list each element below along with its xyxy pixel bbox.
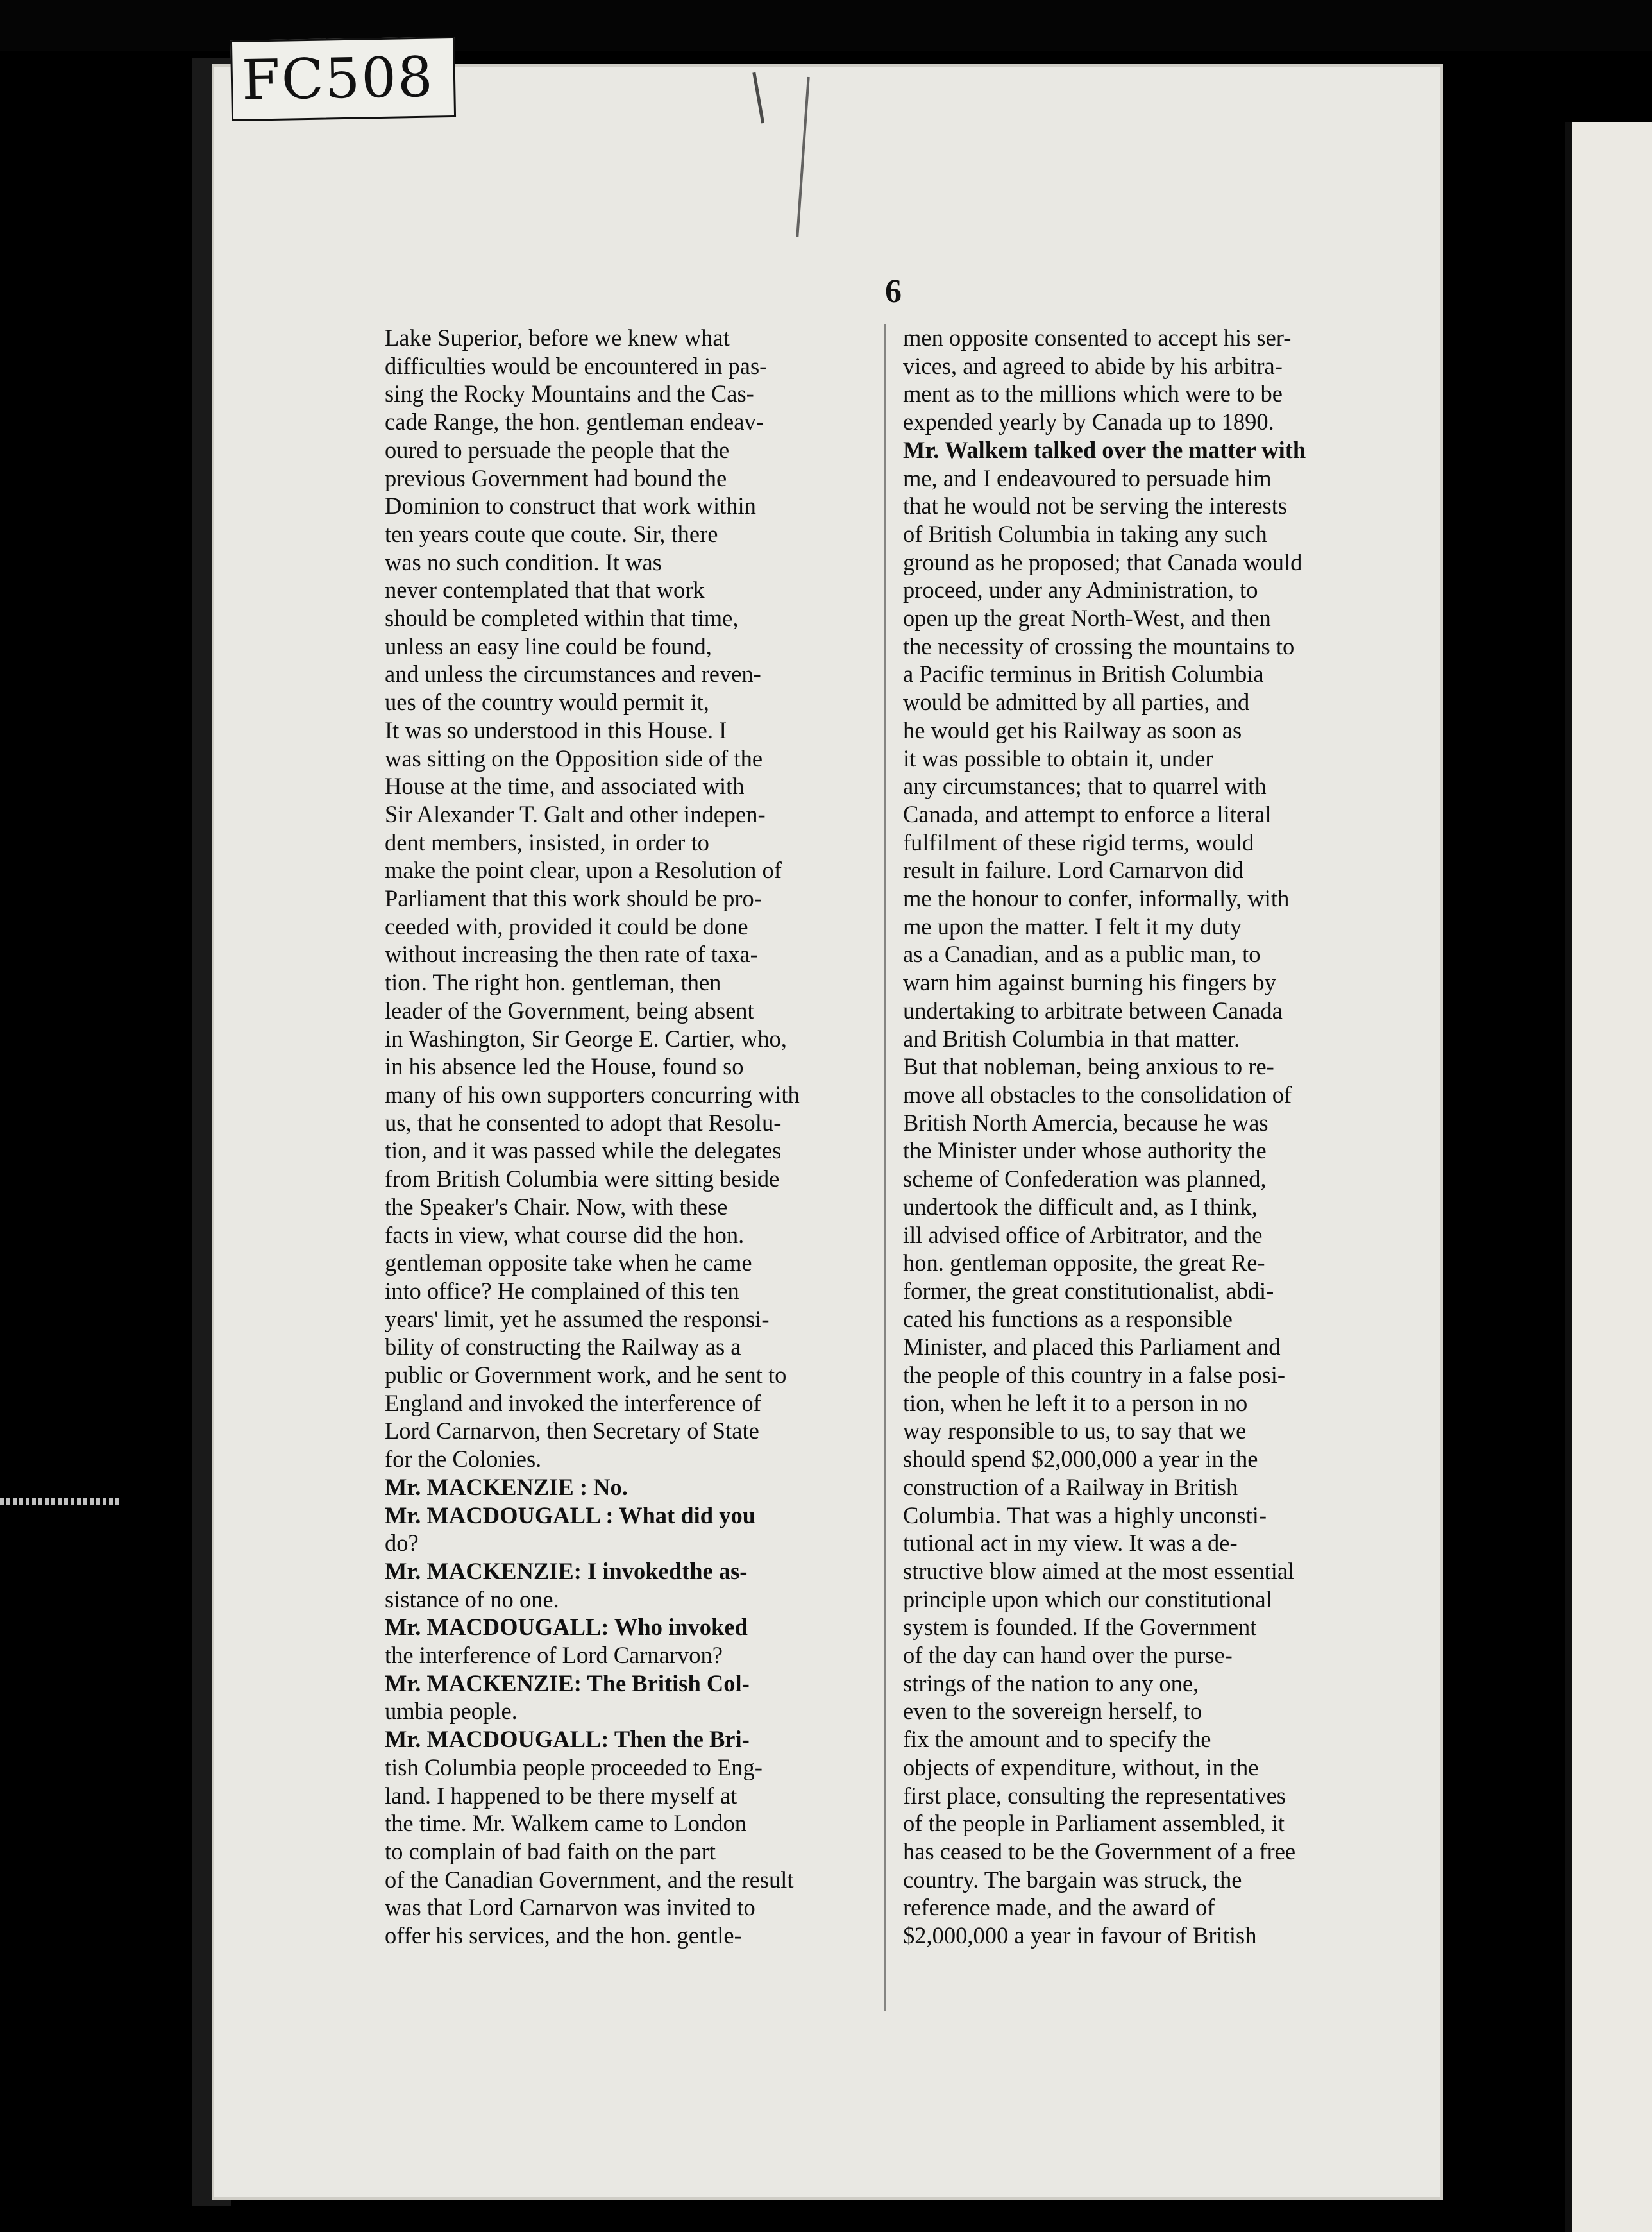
text-line: sing the Rocky Mountains and the Cas- xyxy=(385,380,754,407)
adjacent-page-edge xyxy=(1565,122,1652,2232)
text-line: leader of the Government, being absent xyxy=(385,997,754,1024)
text-line: offer his services, and the hon. gentle- xyxy=(385,1922,742,1949)
text-line: strings of the nation to any one, xyxy=(903,1670,1199,1696)
text-line: gentleman opposite take when he came xyxy=(385,1249,752,1276)
text-line: bility of constructing the Railway as a xyxy=(385,1333,741,1360)
text-line: cated his functions as a responsible xyxy=(903,1305,1233,1332)
text-line: But that nobleman, being anxious to re- xyxy=(903,1053,1274,1080)
text-line: ues of the country would permit it, xyxy=(385,689,709,716)
text-line: from British Columbia were sitting beside xyxy=(385,1165,780,1192)
text-line: he would get his Railway as soon as xyxy=(903,716,1242,743)
text-line: was no such condition. It was xyxy=(385,548,662,575)
text-line: facts in view, what course did the hon. xyxy=(385,1221,745,1248)
text-line: Sir Alexander T. Galt and other indepen- xyxy=(385,800,766,827)
text-line: Mr. MACDOUGALL : What did you xyxy=(385,1501,755,1528)
text-line: was sitting on the Opposition side of the xyxy=(385,745,763,772)
text-line: the necessity of crossing the mountains to xyxy=(903,632,1295,659)
text-line: of the day can hand over the purse- xyxy=(903,1642,1233,1669)
text-column-left xyxy=(385,324,859,1950)
text-line: undertaking to arbitrate between Canada xyxy=(903,997,1283,1024)
text-line: any circumstances; that to quarrel with xyxy=(903,773,1267,800)
text-line: to complain of bad faith on the part xyxy=(385,1838,716,1864)
text-line: former, the great constitutionalist, abdi- xyxy=(903,1277,1274,1304)
text-line: $2,000,000 a year in favour of British xyxy=(903,1922,1257,1949)
text-line: Lord Carnarvon, then Secretary of State xyxy=(385,1417,759,1444)
text-line: the people of this country in a false posi- xyxy=(903,1362,1286,1389)
text-line: a Pacific terminus in British Columbia xyxy=(903,661,1264,688)
text-line: Dominion to construct that work within xyxy=(385,493,756,520)
text-line: Mr. MACDOUGALL: Who invoked xyxy=(385,1614,748,1641)
text-line: fulfilment of these rigid terms, would xyxy=(903,829,1254,856)
text-line: difficulties would be encountered in pas- xyxy=(385,352,768,379)
text-line: the Speaker's Chair. Now, with these xyxy=(385,1193,728,1220)
text-line: Parliament that this work should be pro- xyxy=(385,885,762,912)
text-line: ten years coute que coute. Sir, there xyxy=(385,520,718,547)
text-line: undertook the difficult and, as I think, xyxy=(903,1193,1258,1220)
text-line: land. I happened to be there myself at xyxy=(385,1782,738,1809)
column-divider xyxy=(884,324,886,2011)
text-line: ment as to the millions which were to be xyxy=(903,380,1283,407)
text-line: without increasing the then rate of taxa- xyxy=(385,941,758,968)
text-line: many of his own supporters concurring with xyxy=(385,1081,800,1108)
text-line: Lake Superior, before we knew what xyxy=(385,325,730,351)
text-line: of the people in Parliament assembled, it xyxy=(903,1810,1285,1837)
text-column-right xyxy=(903,324,1365,1950)
text-line: tion, and it was passed while the delegates xyxy=(385,1137,782,1164)
text-line: was that Lord Carnarvon was invited to xyxy=(385,1894,755,1921)
text-line: House at the time, and associated with xyxy=(385,773,745,800)
text-line: Mr. MACKENZIE: The British Col- xyxy=(385,1670,750,1696)
text-line: reference made, and the award of xyxy=(903,1894,1215,1921)
text-line: expended yearly by Canada up to 1890. xyxy=(903,409,1274,435)
text-line: warn him against burning his fingers by xyxy=(903,969,1276,996)
text-line: system is founded. If the Government xyxy=(903,1614,1257,1641)
text-line: should be completed within that time, xyxy=(385,605,739,632)
scan-artifact xyxy=(0,1498,122,1505)
text-line: unless an easy line could be found, xyxy=(385,632,712,659)
text-line: in Washington, Sir George E. Cartier, who, xyxy=(385,1025,787,1052)
text-line: as a Canadian, and as a public man, to xyxy=(903,941,1261,968)
text-line: umbia people. xyxy=(385,1698,518,1725)
text-line: Mr. MACKENZIE: I invokedthe as- xyxy=(385,1557,748,1584)
text-line: tion. The right hon. gentleman, then xyxy=(385,969,721,996)
text-line: Mr. MACDOUGALL: Then the Bri- xyxy=(385,1726,750,1753)
text-line: hon. gentleman opposite, the great Re- xyxy=(903,1249,1265,1276)
text-line: in his absence led the House, found so xyxy=(385,1053,744,1080)
text-line: fix the amount and to specify the xyxy=(903,1726,1211,1753)
text-line: into office? He complained of this ten xyxy=(385,1277,739,1304)
text-line: me the honour to confer, informally, with xyxy=(903,885,1290,912)
text-line: previous Government had bound the xyxy=(385,464,727,491)
text-line: tutional act in my view. It was a de- xyxy=(903,1530,1238,1557)
text-line: proceed, under any Administration, to xyxy=(903,577,1258,604)
call-number-label: FC508 xyxy=(230,37,456,121)
text-line: even to the sovereign herself, to xyxy=(903,1698,1202,1725)
text-line: British North Amercia, because he was xyxy=(903,1109,1268,1136)
text-line: and unless the circumstances and reven- xyxy=(385,661,761,688)
text-line: Minister, and placed this Parliament and xyxy=(903,1333,1281,1360)
text-line: principle upon which our constitutional xyxy=(903,1585,1272,1612)
text-line: me upon the matter. I felt it my duty xyxy=(903,913,1242,940)
text-line: it was possible to obtain it, under xyxy=(903,745,1213,772)
text-line: me, and I endeavoured to persuade him xyxy=(903,464,1272,491)
text-line: of British Columbia in taking any such xyxy=(903,520,1267,547)
text-line: do? xyxy=(385,1530,419,1557)
text-line: cade Range, the hon. gentleman endeav- xyxy=(385,409,764,435)
text-line: for the Colonies. xyxy=(385,1446,542,1473)
text-line: would be admitted by all parties, and xyxy=(903,689,1250,716)
text-line: open up the great North-West, and then xyxy=(903,605,1271,632)
text-line: years' limit, yet he assumed the responsi- xyxy=(385,1305,770,1332)
text-line: result in failure. Lord Carnarvon did xyxy=(903,857,1244,884)
text-line: country. The bargain was struck, the xyxy=(903,1866,1242,1893)
text-line: tish Columbia people proceeded to Eng- xyxy=(385,1754,763,1780)
text-line: make the point clear, upon a Resolution of xyxy=(385,857,782,884)
text-line: us, that he consented to adopt that Resolu- xyxy=(385,1109,782,1136)
text-line: dent members, insisted, in order to xyxy=(385,829,709,856)
text-line: first place, consulting the representatives xyxy=(903,1782,1286,1809)
text-line: the Minister under whose authority the xyxy=(903,1137,1267,1164)
text-line: ceeded with, provided it could be done xyxy=(385,913,748,940)
text-line: structive blow aimed at the most essential xyxy=(903,1557,1295,1584)
text-line: public or Government work, and he sent to xyxy=(385,1362,787,1389)
text-line: Canada, and attempt to enforce a literal xyxy=(903,800,1272,827)
text-line: tion, when he left it to a person in no xyxy=(903,1389,1248,1416)
text-line: ground as he proposed; that Canada would xyxy=(903,548,1302,575)
text-line: ill advised office of Arbitrator, and the xyxy=(903,1221,1263,1248)
page-number: 6 xyxy=(885,273,902,310)
text-line: the interference of Lord Carnarvon? xyxy=(385,1642,723,1669)
text-line: the time. Mr. Walkem came to London xyxy=(385,1810,747,1837)
text-line: move all obstacles to the consolidation of xyxy=(903,1081,1292,1108)
text-line: way responsible to us, to say that we xyxy=(903,1417,1247,1444)
text-line: sistance of no one. xyxy=(385,1585,559,1612)
text-line: scheme of Confederation was planned, xyxy=(903,1165,1267,1192)
text-line: oured to persuade the people that the xyxy=(385,436,730,463)
text-line: has ceased to be the Government of a free xyxy=(903,1838,1296,1864)
text-line: and British Columbia in that matter. xyxy=(903,1025,1240,1052)
text-line: men opposite consented to accept his ser- xyxy=(903,325,1292,351)
text-line: never contemplated that that work xyxy=(385,577,705,604)
text-line: Mr. Walkem talked over the matter with xyxy=(903,436,1306,463)
text-line: It was so understood in this House. I xyxy=(385,716,727,743)
text-line: should spend $2,000,000 a year in the xyxy=(903,1446,1258,1473)
text-line: that he would not be serving the interests xyxy=(903,493,1288,520)
text-line: Mr. MACKENZIE : No. xyxy=(385,1473,628,1500)
text-line: of the Canadian Government, and the result xyxy=(385,1866,794,1893)
text-line: construction of a Railway in British xyxy=(903,1473,1238,1500)
text-line: objects of expenditure, without, in the xyxy=(903,1754,1259,1780)
text-line: vices, and agreed to abide by his arbitra- xyxy=(903,352,1283,379)
text-line: Columbia. That was a highly unconsti- xyxy=(903,1501,1267,1528)
text-line: England and invoked the interference of xyxy=(385,1389,761,1416)
